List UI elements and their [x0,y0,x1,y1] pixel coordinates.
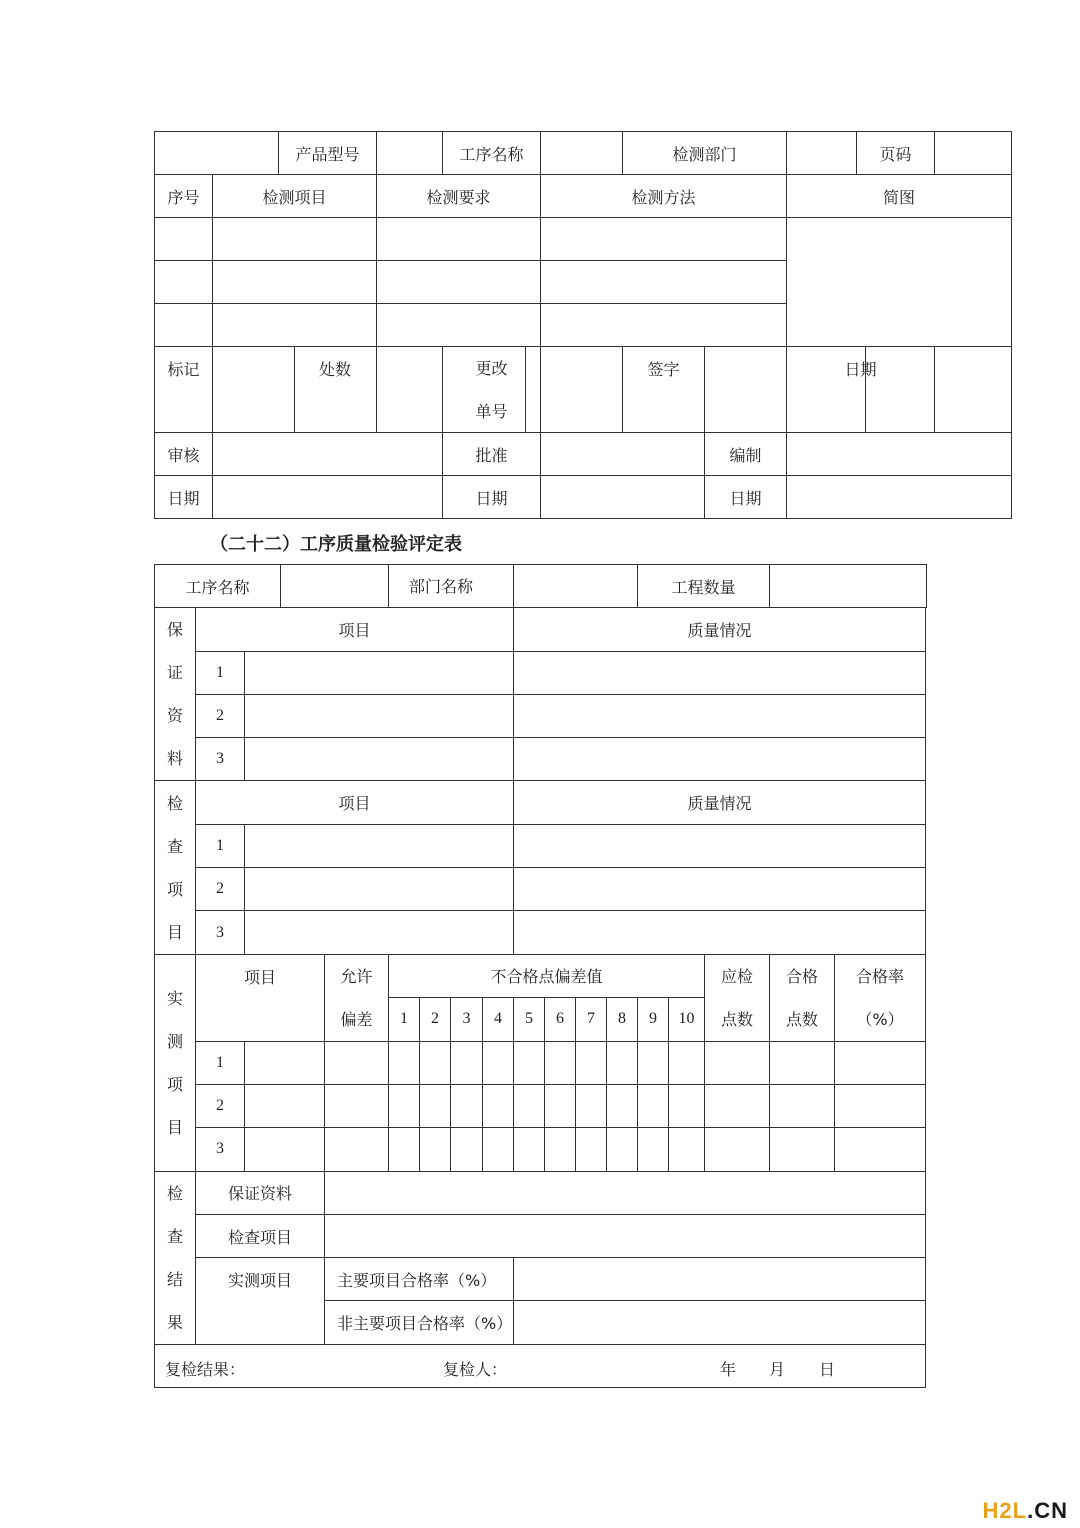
char: 目 [166,1117,183,1137]
label-date: 日期 [443,476,541,519]
label-quantity: 工程数量 [638,565,770,608]
table-row [155,1084,927,1127]
col-allow [325,954,389,1041]
point-1: 1 [389,998,420,1042]
cell[interactable] [514,1084,545,1127]
char: 检 [166,1183,183,1203]
cell[interactable] [545,1041,576,1084]
cell[interactable] [545,1084,576,1127]
value-count[interactable] [377,347,443,433]
cell[interactable] [245,738,514,781]
cell[interactable] [389,1041,420,1084]
recheck-cell[interactable] [155,1344,926,1387]
dept-group [389,565,514,608]
char: 检 [166,793,183,813]
value-change-no[interactable] [541,347,623,433]
char: 证 [166,663,183,683]
cell[interactable] [835,1084,926,1127]
column-header-row [155,175,1012,218]
label-date: 日期 [844,360,877,379]
value-dept-name[interactable] [514,565,638,608]
should-line1: 应检 [720,966,753,986]
label-measured-items: 实测项目 [196,1258,325,1345]
cell[interactable] [514,868,926,911]
char: 目 [166,922,183,942]
table-row [155,738,927,781]
value-check-items[interactable] [325,1214,926,1257]
mark-and-count [213,347,377,433]
char: 项 [166,1074,183,1094]
label-minor-rate: 非主要项目合格率（%） [325,1301,514,1344]
cell[interactable] [638,1041,669,1084]
cell[interactable] [705,1084,770,1127]
section-measure [155,954,196,1171]
cell[interactable] [514,694,926,737]
cell[interactable] [514,824,926,867]
cell[interactable] [545,1128,576,1171]
cell[interactable] [325,1084,389,1127]
cell[interactable] [576,1084,607,1127]
measure-header-1 [155,954,927,998]
label-change-no [443,347,541,433]
col-item: 项目 [196,954,325,1041]
process-card-table [154,131,1012,519]
value-major-rate[interactable] [514,1258,926,1301]
cell[interactable] [607,1128,638,1171]
watermark-logo [983,1498,1068,1524]
row-number: 2 [196,868,245,911]
point-2: 2 [420,998,451,1042]
value-review[interactable] [213,433,443,476]
row-number: 3 [196,738,245,781]
table-row [155,868,927,911]
row-number: 1 [196,1041,245,1084]
row-number: 2 [196,694,245,737]
value-sign[interactable] [705,347,787,433]
cell[interactable] [607,1084,638,1127]
label-check-items: 检查项目 [196,1214,325,1257]
cell[interactable] [705,1041,770,1084]
cell[interactable] [451,1128,483,1171]
col-item: 项目 [196,781,514,824]
cell[interactable] [245,694,514,737]
blank-cell[interactable] [155,132,279,175]
value-guarantee-data[interactable] [325,1171,926,1214]
allow-line1: 允许 [340,966,373,986]
cell[interactable] [245,1041,325,1084]
label-sign: 签字 [623,347,705,433]
row-number: 1 [196,824,245,867]
cell[interactable] [420,1128,451,1171]
label-recheck-result: 复检结果： [165,1359,246,1379]
col-pass-rate [835,954,926,1041]
label-recheck-person: 复检人： [443,1359,508,1379]
value-date[interactable] [541,476,705,519]
col-deviation: 不合格点偏差值 [389,954,705,998]
char: 查 [166,836,183,856]
pass-line2: 点数 [785,1009,818,1029]
cell[interactable] [835,1128,926,1171]
should-line2: 点数 [720,1009,753,1029]
label-date: 日期 [155,476,213,519]
cell[interactable] [245,1084,325,1127]
label-process-name: 工序名称 [443,132,541,175]
cell[interactable] [669,1041,705,1084]
change-row [155,347,1012,433]
cell[interactable] [514,651,926,694]
label-product-model: 产品型号 [279,132,377,175]
quality-evaluation-table [154,564,927,1388]
cell[interactable] [325,1128,389,1171]
pass-line1: 合格 [785,966,818,986]
cell[interactable] [607,1041,638,1084]
label-dept-name: 部门名称 [408,577,473,596]
label-change: 更改 [475,359,508,378]
rate-line2: （%） [856,1009,904,1029]
section-title: （二十二）工序质量检验评定表 [210,534,462,555]
guarantee-header [155,608,927,651]
cell[interactable] [483,1128,514,1171]
header-row [155,565,927,608]
section-guarantee [155,608,196,781]
cell[interactable] [514,738,926,781]
char: 实 [166,988,183,1008]
col-requirement: 检测要求 [377,175,541,218]
cell[interactable] [245,868,514,911]
value-approve[interactable] [541,433,705,476]
label-process-name: 工序名称 [155,565,281,608]
cell[interactable] [638,1128,669,1171]
cell[interactable] [155,218,213,261]
table-row [155,1128,927,1171]
cell[interactable] [389,1084,420,1127]
col-item: 项目 [196,608,514,651]
char: 查 [166,1226,183,1246]
label-count: 处数 [318,360,351,379]
cell[interactable] [213,304,377,347]
label-approve: 批准 [443,433,541,476]
table-row [155,218,1012,261]
cell[interactable] [835,1041,926,1084]
point-8: 8 [607,998,638,1042]
row-number: 3 [196,911,245,954]
header-row [155,132,1012,175]
value-quantity[interactable] [770,565,927,608]
cell[interactable] [669,1128,705,1171]
cell[interactable] [420,1084,451,1127]
cell[interactable] [213,261,377,304]
point-10: 10 [669,998,705,1042]
cell[interactable] [514,911,926,954]
allow-line2: 偏差 [340,1009,373,1029]
result-row [155,1258,927,1301]
col-quality: 质量情况 [514,608,926,651]
cell[interactable] [705,1128,770,1171]
value-date[interactable] [787,476,1012,519]
cell[interactable] [483,1041,514,1084]
watermark-a: H2L [982,1498,1028,1523]
cell[interactable] [541,304,787,347]
cell[interactable] [245,1128,325,1171]
label-date: 日期 [705,476,787,519]
col-seq: 序号 [155,175,213,218]
cell[interactable] [155,304,213,347]
col-pass-count [770,954,835,1041]
label-page-no: 页码 [857,132,935,175]
cell[interactable] [483,1084,514,1127]
char: 项 [166,879,183,899]
table-row [155,1041,927,1084]
table-row [155,824,927,867]
label-year: 年 [720,1359,737,1379]
col-method: 检测方法 [541,175,787,218]
label-day: 日 [819,1359,836,1379]
point-5: 5 [514,998,545,1042]
col-quality: 质量情况 [514,781,926,824]
col-inspection-item: 检测项目 [213,175,377,218]
cell[interactable] [770,1041,835,1084]
date-row [155,476,1012,519]
cell[interactable] [451,1041,483,1084]
row-number: 1 [196,651,245,694]
col-should-check [705,954,770,1041]
cell[interactable] [638,1084,669,1127]
char: 果 [166,1312,183,1332]
table-row [155,694,927,737]
sketch-cell[interactable] [787,218,1012,347]
label-review: 审核 [155,433,213,476]
label-compile: 编制 [705,433,787,476]
watermark-b: .CN [1027,1498,1068,1523]
cell[interactable] [377,304,541,347]
cell[interactable] [451,1084,483,1127]
cell[interactable] [770,1084,835,1127]
label-guarantee-data: 保证资料 [196,1171,325,1214]
char: 测 [166,1031,183,1051]
cell[interactable] [576,1041,607,1084]
char: 保 [166,620,183,640]
cell[interactable] [389,1128,420,1171]
label-month: 月 [769,1359,786,1379]
cell[interactable] [541,218,787,261]
cell[interactable] [420,1041,451,1084]
label-inspection-dept: 检测部门 [623,132,787,175]
point-6: 6 [545,998,576,1042]
result-row [155,1214,927,1257]
cell[interactable] [377,218,541,261]
recheck-row [155,1344,927,1387]
rate-line1: 合格率 [855,966,904,986]
label-no: 单号 [475,402,508,421]
char: 料 [166,749,183,769]
row-number: 3 [196,1128,245,1171]
cell[interactable] [245,651,514,694]
value-date[interactable] [213,476,443,519]
point-9: 9 [638,998,669,1042]
value-process-name[interactable] [541,132,623,175]
cell[interactable] [514,1041,545,1084]
point-4: 4 [483,998,514,1042]
table-row [155,911,927,954]
cell[interactable] [245,911,514,954]
point-7: 7 [576,998,607,1042]
cell[interactable] [576,1128,607,1171]
date-group [787,347,935,433]
value-date[interactable] [935,347,1012,433]
cell[interactable] [514,1128,545,1171]
char: 结 [166,1269,183,1289]
cell[interactable] [325,1041,389,1084]
value-inspection-dept[interactable] [787,132,857,175]
section-check [155,781,196,954]
cell[interactable] [245,824,514,867]
section-result [155,1171,196,1344]
label-mark: 标记 [155,347,213,433]
approve-row [155,433,1012,476]
cell[interactable] [213,218,377,261]
value-process-name[interactable] [281,565,389,608]
label-major-rate: 主要项目合格率（%） [325,1258,514,1301]
char: 资 [166,706,183,726]
value-minor-rate[interactable] [514,1301,926,1344]
cell[interactable] [377,261,541,304]
cell[interactable] [669,1084,705,1127]
table-row [155,651,927,694]
cell[interactable] [541,261,787,304]
check-header [155,781,927,824]
value-product-model[interactable] [377,132,443,175]
row-number: 2 [196,1084,245,1127]
result-row [155,1171,927,1214]
value-page-no[interactable] [935,132,1012,175]
cell[interactable] [770,1128,835,1171]
cell[interactable] [155,261,213,304]
point-3: 3 [451,998,483,1042]
value-compile[interactable] [787,433,1012,476]
col-sketch: 简图 [787,175,1012,218]
